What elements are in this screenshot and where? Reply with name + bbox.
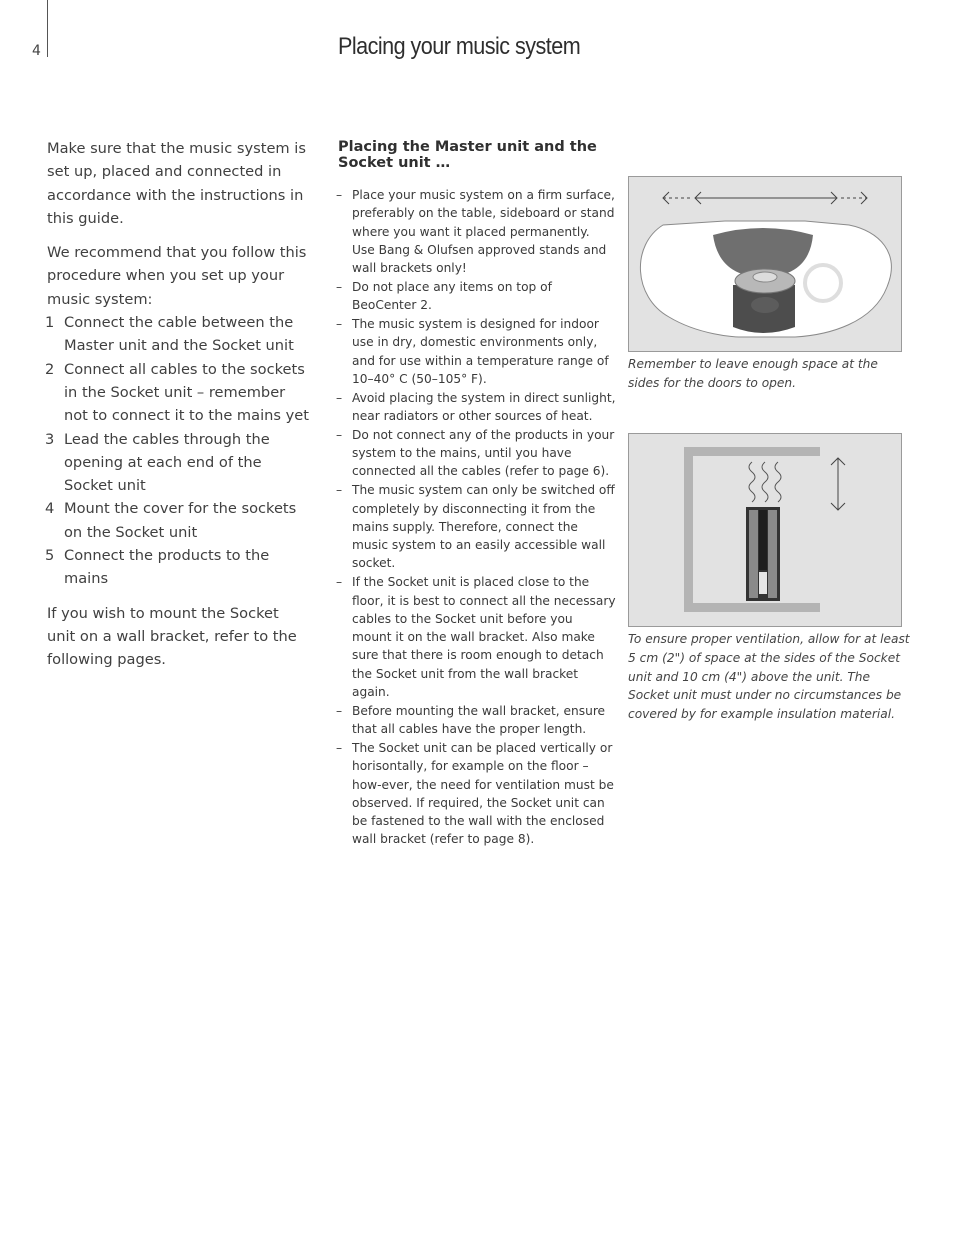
door-clearance-illustration	[628, 176, 902, 352]
guideline-item	[336, 315, 616, 388]
dash-bullet: –	[336, 188, 343, 202]
dash-bullet: –	[336, 279, 343, 294]
step-number: 1	[45, 314, 55, 332]
setup-step	[47, 428, 309, 498]
vertical-clearance-arrow	[831, 458, 845, 510]
socket-unit-left-panel	[749, 510, 758, 598]
guideline-item	[336, 573, 616, 701]
clearance-bar-bottom	[684, 603, 820, 612]
guideline-text: The music system can only be switched off completely by disconnecting it from the mains supply. Therefore, connect the music system to an easily accessible wall socket.	[352, 483, 615, 571]
step-text: Connect the cable between the Master unit and the Socket unit	[64, 314, 294, 355]
step-text: Lead the cables through the opening at each end of the Socket unit	[64, 430, 270, 495]
guideline-item	[336, 389, 616, 426]
step-text: Connect all cables to the sockets in the Socket unit – remember not to connect it to the mains yet	[64, 360, 309, 425]
dash-bullet: –	[336, 390, 343, 405]
section-heading: Placing the Master unit and the Socket unit …	[338, 139, 597, 171]
dash-bullet: –	[336, 427, 343, 442]
intro-paragraph: If you wish to mount the Socket unit on a wall bracket, refer to the following pages.	[47, 604, 297, 669]
setup-step	[47, 311, 309, 358]
intro-paragraph: Make sure that the music system is set up, placed and connected in accordance with the instructions in this guide.	[47, 140, 306, 227]
guideline-item	[336, 481, 616, 572]
step-text: Mount the cover for the sockets on the Socket unit	[64, 500, 297, 541]
guideline-item	[336, 278, 616, 315]
guideline-item	[336, 702, 616, 739]
setup-step	[47, 497, 309, 544]
beocenter-top-view-svg	[629, 177, 901, 351]
step-number: 3	[45, 430, 55, 448]
dash-bullet: –	[336, 483, 343, 498]
ventilation-illustration	[628, 433, 902, 627]
intro-column	[47, 137, 309, 683]
setup-steps-list	[47, 311, 309, 591]
step-text: Connect the products to the mains	[64, 547, 270, 588]
socket-unit-right-panel	[768, 510, 777, 598]
placement-section	[336, 139, 616, 849]
guideline-text: Do not connect any of the products in your system to the mains, until you have connected all the cables (refer to page 6).	[352, 427, 615, 479]
placement-guidelines-list	[336, 186, 616, 849]
cd-hub	[753, 272, 777, 282]
socket-unit-ventilation-svg	[629, 434, 901, 626]
header-divider-line	[47, 0, 48, 57]
setup-step	[47, 358, 309, 428]
page-number: 4	[32, 43, 41, 59]
guideline-item	[336, 426, 616, 481]
socket-unit-center-strip	[759, 510, 767, 570]
page-title: Placing your music system	[338, 33, 581, 60]
ventilation-caption: To ensure proper ventilation, allow for at least 5 cm (2") of space at the sides of the Socket unit and 10 cm (4") above the unit. The Socket unit must under no circumstances be covered by for example insulation material.	[628, 632, 910, 722]
intro-paragraph: We recommend that you follow this procedure when you set up your music system:	[47, 244, 307, 308]
dash-bullet: –	[336, 703, 343, 718]
guideline-text: Do not place any items on top of BeoCenter 2.	[352, 279, 552, 313]
guideline-text: The music system is designed for indoor use in dry, domestic environments only, and for use within a temperature range of 10–40° C (50–105° F).	[352, 317, 609, 386]
cd-shadow	[751, 297, 779, 313]
step-number: 2	[45, 360, 55, 378]
clearance-bar-top	[684, 447, 820, 456]
dash-bullet: –	[336, 575, 343, 590]
step-number: 5	[45, 547, 55, 565]
guideline-text: The Socket unit can be placed vertically or horisontally, for example on the floor – how-ever, the need for ventilation must be observed. If required, the Socket unit can be fastened to the wall with the enclosed wall bracket (refer to page 8).	[352, 740, 614, 847]
guideline-text: If the Socket unit is placed close to the floor, it is best to connect all the necessary cables to the Socket unit before you mount it on the wall bracket. Also make sure that there is room enough to detach the Socket unit from the wall bracket again.	[352, 575, 616, 700]
guideline-text: Avoid placing the system in direct sunlight, near radiators or other sources of heat.	[352, 390, 616, 424]
socket-unit-label-panel	[759, 572, 767, 594]
setup-step	[47, 544, 309, 591]
guideline-item	[336, 186, 616, 277]
door-clearance-caption: Remember to leave enough space at the sides for the doors to open.	[628, 357, 878, 390]
guideline-item	[336, 739, 616, 849]
dash-bullet: –	[336, 740, 343, 755]
step-number: 4	[45, 500, 55, 518]
clearance-bar-left	[684, 447, 693, 612]
guideline-text: Place your music system on a firm surface, preferably on the table, sideboard or stand where you want it placed permanently. Use Bang & Olufsen approved stands and wall brackets only!	[352, 188, 615, 276]
heat-waves-icon	[749, 462, 781, 502]
dash-bullet: –	[336, 317, 343, 332]
guideline-text: Before mounting the wall bracket, ensure that all cables have the proper length.	[352, 703, 606, 737]
